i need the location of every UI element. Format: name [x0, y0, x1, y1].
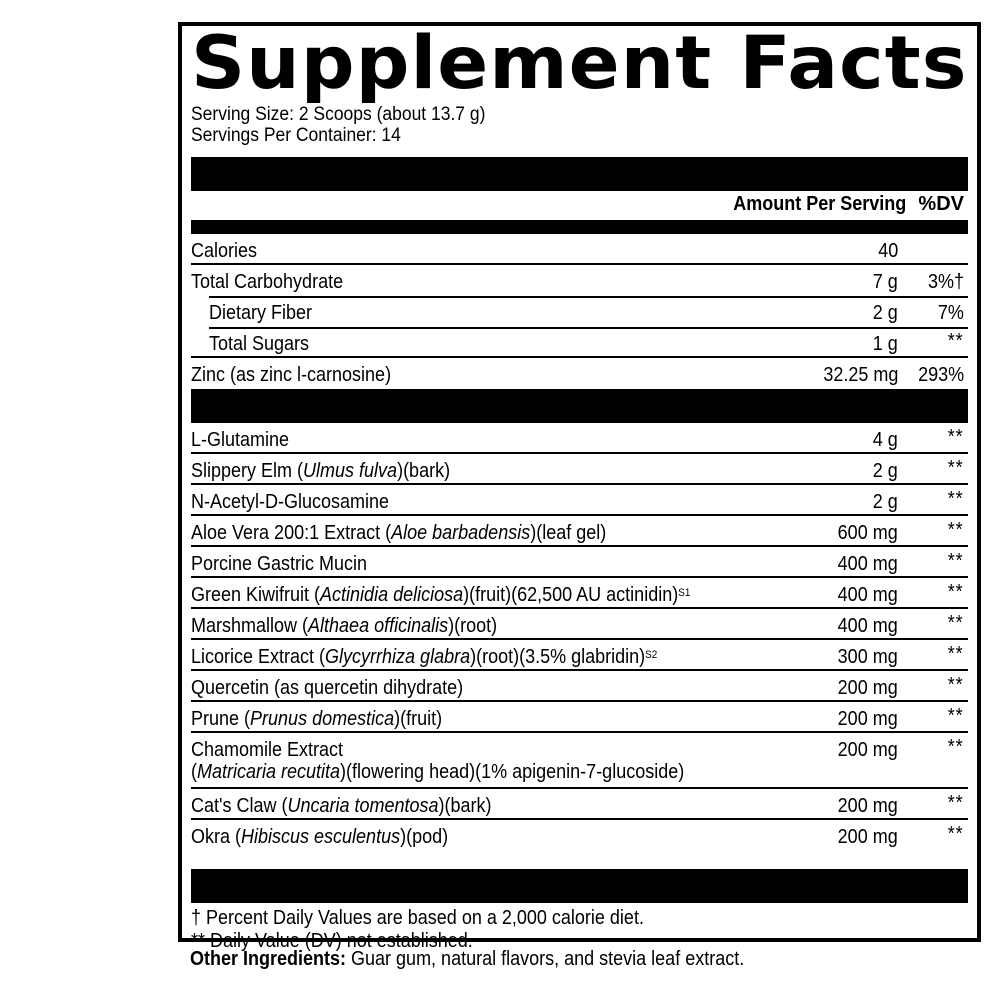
ingredient-dv: **	[948, 581, 964, 603]
nutrient-amount: 32.25 mg	[822, 364, 898, 386]
ingredient-dv: **	[948, 519, 964, 541]
ingredient-name-text: L-Glutamine	[191, 429, 290, 451]
nutrient-name: Zinc (as zinc l-carnosine)	[191, 364, 392, 386]
ingredient-name-text: Aloe Vera 200:1 Extract (	[191, 522, 392, 544]
ingredient-dv: **	[948, 792, 964, 814]
nutrient-name: Dietary Fiber	[209, 302, 313, 324]
other-ingredients	[190, 948, 744, 971]
nutrient-row	[191, 234, 968, 265]
ingredient-name	[191, 615, 497, 637]
ingredient-latin-name: Glycyrrhiza glabra	[325, 646, 471, 668]
nutrient-row	[191, 265, 968, 296]
nutrient-name: Total Sugars	[209, 333, 310, 355]
ingredient-dv: **	[948, 643, 964, 665]
ingredient-row	[191, 820, 968, 851]
ingredient-amount: 200 mg	[837, 826, 898, 848]
ingredient-amount: 200 mg	[837, 677, 898, 699]
nutrient-row	[191, 296, 968, 327]
ingredient-amount: 2 g	[872, 491, 898, 513]
ingredient-name	[191, 491, 389, 513]
footnotes	[191, 907, 890, 953]
ingredient-amount: 200 mg	[837, 739, 898, 761]
nutrient-dv: 7%	[937, 302, 964, 324]
panel-title: Supplement Facts	[191, 21, 968, 106]
nutrient-row	[191, 358, 968, 389]
ingredient-name-text: Green Kiwifruit (	[191, 584, 321, 606]
ingredient-row	[191, 547, 968, 578]
chamomile-suffix: )(flowering head)(1% apigenin-7-glucoside)	[340, 761, 685, 783]
ingredient-row	[191, 578, 968, 609]
ingredient-name-text: Cat's Claw (	[191, 795, 288, 817]
ingredient-part: )(bark)	[397, 460, 451, 482]
ingredient-part: )(bark)	[438, 795, 492, 817]
ingredient-row	[191, 609, 968, 640]
ingredient-dv: **	[948, 823, 964, 845]
divider-bar-bottom	[191, 869, 968, 903]
chamomile-line-2	[191, 761, 684, 783]
divider-bar-header	[191, 220, 968, 234]
ingredient-dv: **	[948, 736, 964, 758]
ingredient-row	[191, 516, 968, 547]
ingredient-dv: **	[948, 674, 964, 696]
ingredient-amount: 200 mg	[837, 795, 898, 817]
other-ingredients-label: Other Ingredients:	[190, 948, 347, 970]
ingredient-name	[191, 522, 606, 544]
ingredient-name	[191, 708, 442, 730]
serving-size: Serving Size: 2 Scoops (about 13.7 g)	[191, 104, 486, 125]
nutrient-name: Total Carbohydrate	[191, 271, 344, 293]
ingredient-row	[191, 671, 968, 702]
ingredient-part: )(fruit)	[394, 708, 443, 730]
footnote-dagger: † Percent Daily Values are based on a 2,000 calorie diet.	[191, 907, 644, 929]
ingredient-name	[191, 677, 463, 699]
ingredient-dv: **	[948, 550, 964, 572]
amount-per-serving-label: Amount Per Serving	[732, 193, 906, 215]
ingredient-latin-name: Prunus domestica	[250, 708, 395, 730]
ingredient-name	[191, 429, 289, 451]
servings-per-container: Servings Per Container: 14	[191, 125, 401, 146]
ingredient-amount: 400 mg	[837, 615, 898, 637]
nutrient-name: Calories	[191, 240, 258, 262]
ingredient-superscript: S2	[645, 649, 658, 661]
column-header	[191, 191, 968, 220]
ingredient-name	[191, 826, 448, 848]
ingredient-name-text: Slippery Elm (	[191, 460, 304, 482]
ingredient-row	[191, 789, 968, 820]
ingredient-row	[191, 485, 968, 516]
ingredient-latin-name: Actinidia deliciosa	[320, 584, 464, 606]
ingredient-row	[191, 702, 968, 733]
ingredient-row	[191, 640, 968, 671]
supplement-facts-panel	[178, 21, 981, 952]
ingredient-dv: **	[948, 488, 964, 510]
ingredient-part: )(pod)	[400, 826, 449, 848]
nutrient-dv: 293%	[917, 364, 964, 386]
nutrient-dv: 3%†	[927, 271, 964, 293]
ingredient-part: )(leaf gel)	[530, 522, 607, 544]
ingredient-amount: 2 g	[872, 460, 898, 482]
ingredient-dv: **	[948, 426, 964, 448]
nutrient-dv: **	[948, 330, 964, 352]
ingredient-latin-name: Hibiscus esculentus	[241, 826, 401, 848]
ingredient-dv: **	[948, 705, 964, 727]
nutrient-amount: 40	[877, 240, 898, 262]
dv-label: %DV	[918, 193, 964, 215]
ingredient-name-text: Licorice Extract (	[191, 646, 326, 668]
ingredient-name-text: Quercetin (as quercetin dihydrate)	[191, 677, 464, 699]
ingredient-part: )(root)	[448, 615, 498, 637]
ingredient-name	[191, 739, 684, 783]
ingredient-amount: 400 mg	[837, 584, 898, 606]
nutrient-amount: 1 g	[872, 333, 898, 355]
nutrient-list	[191, 234, 968, 389]
divider-bar-top	[191, 157, 968, 191]
chamomile-prefix: (	[191, 761, 198, 783]
ingredient-latin-name: Althaea officinalis	[308, 615, 449, 637]
ingredient-name	[191, 553, 367, 575]
ingredient-part: )(root)(3.5% glabridin)	[470, 646, 646, 668]
footnote-stars: ** Daily Value (DV) not established.	[191, 930, 473, 952]
ingredient-name-text: Okra (	[191, 826, 242, 848]
ingredient-list-tail	[191, 789, 968, 851]
ingredient-part: )(fruit)(62,500 AU actinidin)	[463, 584, 679, 606]
ingredient-list	[191, 423, 968, 733]
ingredient-dv: **	[948, 457, 964, 479]
chamomile-line-1: Chamomile Extract	[191, 739, 344, 761]
other-ingredients-text: Guar gum, natural flavors, and stevia leaf extract.	[346, 948, 745, 970]
ingredient-amount: 400 mg	[837, 553, 898, 575]
ingredient-amount: 4 g	[872, 429, 898, 451]
ingredient-name	[191, 584, 690, 606]
ingredient-latin-name: Uncaria tomentosa	[287, 795, 439, 817]
ingredient-name-text: Porcine Gastric Mucin	[191, 553, 368, 575]
ingredient-row	[191, 454, 968, 485]
ingredient-amount: 200 mg	[837, 708, 898, 730]
ingredient-amount: 300 mg	[837, 646, 898, 668]
nutrient-amount: 7 g	[872, 271, 898, 293]
ingredient-amount: 600 mg	[837, 522, 898, 544]
ingredient-name	[191, 646, 657, 668]
ingredient-row-chamomile	[191, 733, 968, 789]
ingredient-superscript: S1	[678, 587, 691, 599]
ingredient-latin-name: Aloe barbadensis	[391, 522, 531, 544]
panel-content	[191, 21, 968, 953]
chamomile-latin-name: Matricaria recutita	[197, 761, 341, 783]
ingredient-name-text: Prune (	[191, 708, 251, 730]
ingredient-name-text: Marshmallow (	[191, 615, 309, 637]
ingredient-name-text: N-Acetyl-D-Glucosamine	[191, 491, 390, 513]
nutrient-row	[191, 327, 968, 358]
ingredient-row	[191, 423, 968, 454]
ingredient-name	[191, 795, 492, 817]
ingredient-dv: **	[948, 612, 964, 634]
divider-bar-section	[191, 389, 968, 423]
ingredient-latin-name: Ulmus fulva	[303, 460, 398, 482]
ingredient-name	[191, 460, 450, 482]
nutrient-amount: 2 g	[872, 302, 898, 324]
